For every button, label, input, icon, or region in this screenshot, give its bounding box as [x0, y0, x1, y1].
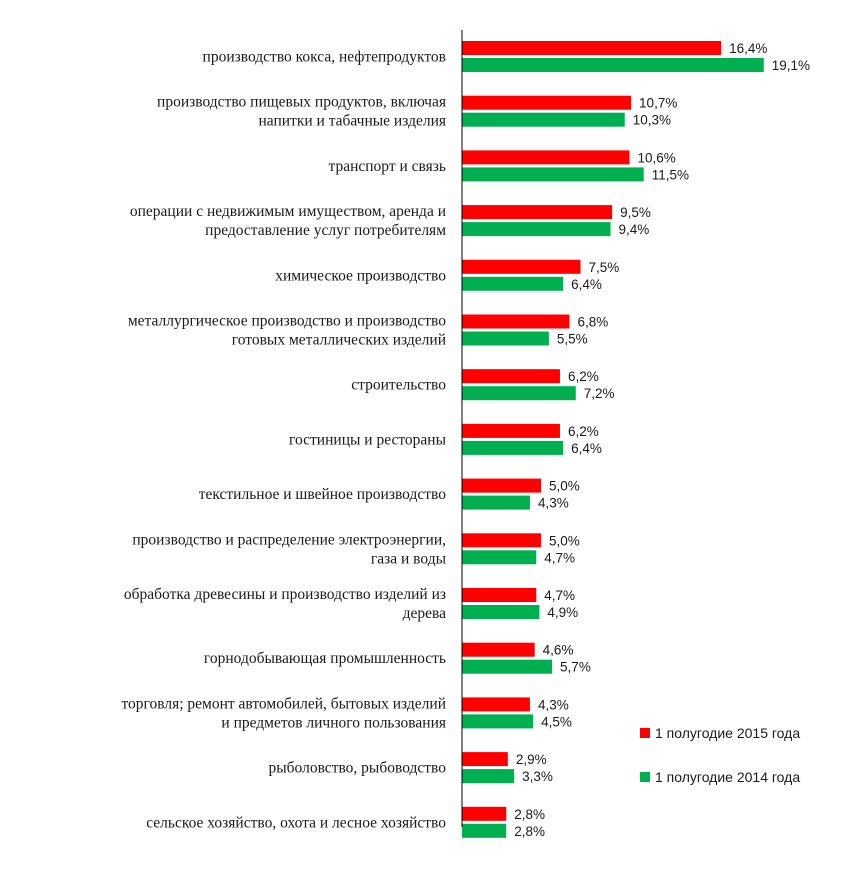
bar-2014-8 [462, 496, 530, 510]
value-label-2015-2: 10,6% [637, 150, 676, 166]
bar-2015-10 [462, 588, 536, 602]
value-label-2014-10: 4,9% [547, 605, 579, 620]
category-label-12 [121, 695, 446, 731]
value-label-2014-12: 4,5% [541, 714, 572, 730]
value-label-2014-8: 4,3% [537, 495, 569, 511]
category-label-line: гостиницы и рестораны [289, 431, 446, 449]
category-label-line: торговля; ремонт автомобилей, бытовых изделий [121, 695, 446, 713]
category-label-line: готовых металлических изделий [231, 331, 446, 349]
value-label-2015-11: 4,6% [542, 642, 574, 658]
category-label-11 [204, 650, 446, 667]
category-label-line: горнодобывающая промышленность [203, 650, 446, 668]
category-label-line: предоставление услуг потребителям [205, 222, 446, 240]
value-label-2014-11: 5,7% [560, 659, 591, 675]
legend-swatch-2014 [640, 772, 650, 782]
bar-2015-5 [462, 315, 569, 329]
category-label-0 [203, 49, 446, 66]
value-label-2014-1: 10,3% [632, 112, 672, 128]
value-label-2014-7: 6,4% [571, 440, 602, 456]
bar-2015-11 [462, 643, 535, 657]
category-label-6 [351, 377, 446, 394]
category-labels [121, 49, 446, 832]
bar-2014-6 [462, 386, 576, 400]
value-label-2014-13: 3,3% [522, 769, 553, 785]
category-label-1 [157, 94, 446, 130]
value-label-2015-6: 6,2% [567, 369, 599, 385]
category-label-7 [289, 431, 447, 448]
category-label-line: производство кокса, нефтепродуктов [202, 48, 446, 66]
value-label-2014-3: 9,4% [618, 222, 650, 238]
category-label-line: производство и распределение электроэнергии, [132, 531, 446, 549]
category-label-13 [269, 760, 447, 777]
value-label-2015-4: 7,5% [588, 259, 620, 275]
value-label-2015-13: 2,9% [515, 752, 547, 768]
category-label-line: газа и воды [370, 550, 446, 568]
bar-2014-5 [462, 332, 549, 346]
value-label-2014-4: 6,4% [571, 276, 602, 292]
value-label-2015-10: 4,7% [544, 588, 576, 603]
legend-item-2014 [640, 769, 800, 785]
bar-2014-1 [462, 113, 625, 127]
category-label-line: металлургическое производство и производство [127, 312, 446, 330]
value-label-2015-3: 9,5% [620, 205, 651, 221]
value-label-2014-6: 7,2% [583, 386, 615, 402]
category-label-line: обработка древесины и производство изделий из [123, 586, 446, 603]
bar-2015-2 [462, 150, 629, 164]
bar-2014-4 [462, 277, 563, 291]
category-label-line: сельское хозяйство, охота и лесное хозяйство [146, 814, 446, 832]
bar-2015-12 [462, 697, 530, 711]
bar-2015-14 [462, 807, 506, 821]
value-label-2014-5: 5,5% [556, 331, 588, 347]
value-label-2015-8: 5,0% [549, 478, 580, 494]
bar-2014-0 [462, 58, 764, 72]
category-label-line: производство пищевых продуктов, включая [157, 93, 446, 111]
category-label-14 [146, 814, 446, 831]
bar-2014-9 [462, 550, 536, 564]
legend-label-2015: 1 полугодие 2015 года [655, 725, 801, 741]
bar-2015-9 [462, 533, 541, 547]
category-label-line: дерева [402, 605, 446, 622]
category-label-line: напитки и табачные изделия [258, 112, 446, 130]
value-label-2015-12: 4,3% [537, 697, 569, 713]
bars-layer [462, 41, 764, 838]
bar-2015-8 [462, 479, 541, 493]
bar-2014-2 [462, 167, 644, 181]
category-label-line: текстильное и швейное производство [198, 486, 446, 504]
bar-2014-11 [462, 660, 552, 674]
bar-2015-0 [462, 41, 721, 55]
value-label-2015-9: 5,0% [549, 533, 580, 549]
category-label-line: транспорт и связь [328, 157, 446, 175]
bar-2014-13 [462, 769, 514, 783]
category-label-9 [132, 531, 446, 567]
value-label-2015-14: 2,8% [514, 806, 546, 822]
value-label-2015-1: 10,7% [639, 95, 678, 111]
legend-swatch-2015 [640, 728, 650, 738]
value-label-2015-5: 6,8% [577, 314, 609, 330]
bar-2015-7 [462, 424, 560, 438]
category-label-10 [124, 586, 446, 622]
bar-2014-12 [462, 714, 533, 728]
category-label-3 [130, 203, 446, 239]
category-label-line: рыболовство, рыбоводство [268, 759, 446, 777]
category-label-8 [199, 486, 447, 503]
legend-item-2015 [640, 725, 800, 741]
legend [640, 725, 800, 785]
legend-label-2014: 1 полугодие 2014 года [655, 769, 801, 785]
value-label-2014-9: 4,7% [544, 550, 576, 566]
bar-2014-7 [462, 441, 563, 455]
value-label-2014-0: 19,1% [771, 58, 811, 73]
bar-2015-13 [462, 752, 508, 766]
category-label-4 [275, 267, 446, 284]
bar-2015-6 [462, 369, 560, 383]
value-label-2014-14: 2,8% [514, 823, 546, 839]
bar-2015-4 [462, 260, 581, 274]
bar-2014-3 [462, 222, 611, 236]
category-label-line: и предметов личного пользования [221, 714, 446, 732]
category-label-line: строительство [351, 376, 446, 394]
bar-2014-10 [462, 605, 539, 619]
value-label-2014-2: 11,5% [651, 167, 689, 183]
bar-2015-3 [462, 205, 612, 219]
category-label-5 [128, 313, 446, 349]
category-label-2 [329, 158, 447, 175]
category-label-line: химическое производство [275, 267, 446, 285]
category-label-line: операции с недвижимым имуществом, аренда и [129, 203, 446, 221]
bar-2015-1 [462, 96, 631, 110]
bar-2014-14 [462, 824, 506, 838]
value-label-2015-0: 16,4% [729, 41, 768, 56]
value-label-2015-7: 6,2% [567, 423, 599, 439]
